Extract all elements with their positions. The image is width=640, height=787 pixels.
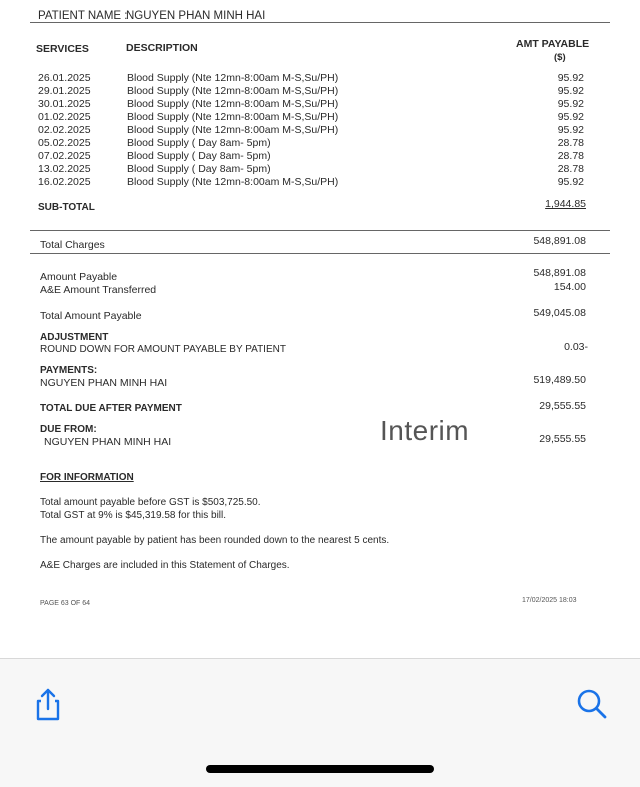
adjustment-heading: ADJUSTMENT <box>40 332 109 343</box>
service-date: 29.01.2025 <box>38 85 91 97</box>
page-number: PAGE 63 OF 64 <box>40 600 91 607</box>
service-description: Blood Supply ( Day 8am- 5pm) <box>127 150 271 162</box>
patient-name: NGUYEN PHAN MINH HAI <box>126 10 266 22</box>
service-description: Blood Supply (Nte 12mn-8:00am M-S,Su/PH) <box>127 72 339 84</box>
total-amount-payable-value: 549,045.08 <box>533 307 586 319</box>
service-row <box>0 176 640 189</box>
subtotal-rule <box>30 230 610 231</box>
currency-header: ($) <box>554 52 566 63</box>
service-date: 07.02.2025 <box>38 150 91 162</box>
services-header: SERVICES <box>36 43 89 55</box>
service-row <box>0 98 640 111</box>
header-rule <box>30 22 610 23</box>
service-description: Blood Supply (Nte 12mn-8:00am M-S,Su/PH) <box>127 85 339 97</box>
service-row <box>0 150 640 163</box>
amount-payable-label: Amount Payable <box>40 271 118 283</box>
info-line-rounding: The amount payable by patient has been rounded down to the nearest 5 cents. <box>40 535 390 546</box>
service-date: 30.01.2025 <box>38 98 91 110</box>
service-amount: 28.78 <box>557 150 584 162</box>
service-description: Blood Supply (Nte 12mn-8:00am M-S,Su/PH) <box>127 176 339 188</box>
payments-heading: PAYMENTS: <box>40 365 98 376</box>
total-charges-rule <box>30 253 610 254</box>
due-from-heading: DUE FROM: <box>40 424 97 435</box>
service-amount: 95.92 <box>557 111 584 123</box>
print-datetime: 17/02/2025 18:03 <box>522 597 577 604</box>
service-amount: 95.92 <box>557 124 584 136</box>
subtotal-label: SUB-TOTAL <box>38 202 95 213</box>
service-description: Blood Supply ( Day 8am- 5pm) <box>127 163 271 175</box>
info-line-gst-before: Total amount payable before GST is $503,725.50. <box>40 497 261 508</box>
total-charges-value: 548,891.08 <box>533 235 586 247</box>
service-date: 01.02.2025 <box>38 111 91 123</box>
service-row <box>0 137 640 150</box>
service-row <box>0 124 640 137</box>
total-due-value: 29,555.55 <box>539 400 586 412</box>
adjustment-label: ROUND DOWN FOR AMOUNT PAYABLE BY PATIENT <box>40 344 286 355</box>
service-row <box>0 85 640 98</box>
service-amount: 28.78 <box>557 137 584 149</box>
service-amount: 95.92 <box>557 72 584 84</box>
service-description: Blood Supply ( Day 8am- 5pm) <box>127 137 271 149</box>
service-date: 05.02.2025 <box>38 137 91 149</box>
amt-payable-header: AMT PAYABLE <box>516 38 590 50</box>
due-from-name: NGUYEN PHAN MINH HAI <box>44 436 172 448</box>
share-icon[interactable] <box>28 684 68 724</box>
info-heading: FOR INFORMATION <box>40 472 134 483</box>
info-line-ae: A&E Charges are included in this Statement of Charges. <box>40 560 290 571</box>
service-row <box>0 72 640 85</box>
service-description: Blood Supply (Nte 12mn-8:00am M-S,Su/PH) <box>127 98 339 110</box>
due-from-value: 29,555.55 <box>539 433 586 445</box>
adjustment-value: 0.03- <box>564 341 588 353</box>
total-charges-label: Total Charges <box>40 239 105 251</box>
service-amount: 95.92 <box>557 85 584 97</box>
bottom-toolbar <box>0 658 640 787</box>
service-description: Blood Supply (Nte 12mn-8:00am M-S,Su/PH) <box>127 111 339 123</box>
service-row <box>0 163 640 176</box>
subtotal-value: 1,944.85 <box>545 198 586 210</box>
service-amount: 95.92 <box>557 98 584 110</box>
service-row <box>0 111 640 124</box>
ae-transferred-label: A&E Amount Transferred <box>40 284 157 296</box>
service-date: 02.02.2025 <box>38 124 91 136</box>
service-amount: 95.92 <box>557 176 584 188</box>
payments-name: NGUYEN PHAN MINH HAI <box>40 377 168 389</box>
total-due-label: TOTAL DUE AFTER PAYMENT <box>40 403 182 414</box>
home-indicator[interactable] <box>206 765 434 773</box>
search-icon[interactable] <box>572 684 612 724</box>
service-date: 26.01.2025 <box>38 72 91 84</box>
payments-value: 519,489.50 <box>533 374 586 386</box>
service-description: Blood Supply (Nte 12mn-8:00am M-S,Su/PH) <box>127 124 339 136</box>
service-date: 16.02.2025 <box>38 176 91 188</box>
service-amount: 28.78 <box>557 163 584 175</box>
total-amount-payable-label: Total Amount Payable <box>40 310 142 322</box>
patient-name-label: PATIENT NAME : <box>38 10 128 22</box>
service-date: 13.02.2025 <box>38 163 91 175</box>
amount-payable-value: 548,891.08 <box>533 267 586 279</box>
info-line-gst-total: Total GST at 9% is $45,319.58 for this bill. <box>40 510 227 521</box>
ae-transferred-value: 154.00 <box>553 281 586 293</box>
interim-stamp: Interim <box>380 415 470 446</box>
description-header: DESCRIPTION <box>126 42 198 54</box>
